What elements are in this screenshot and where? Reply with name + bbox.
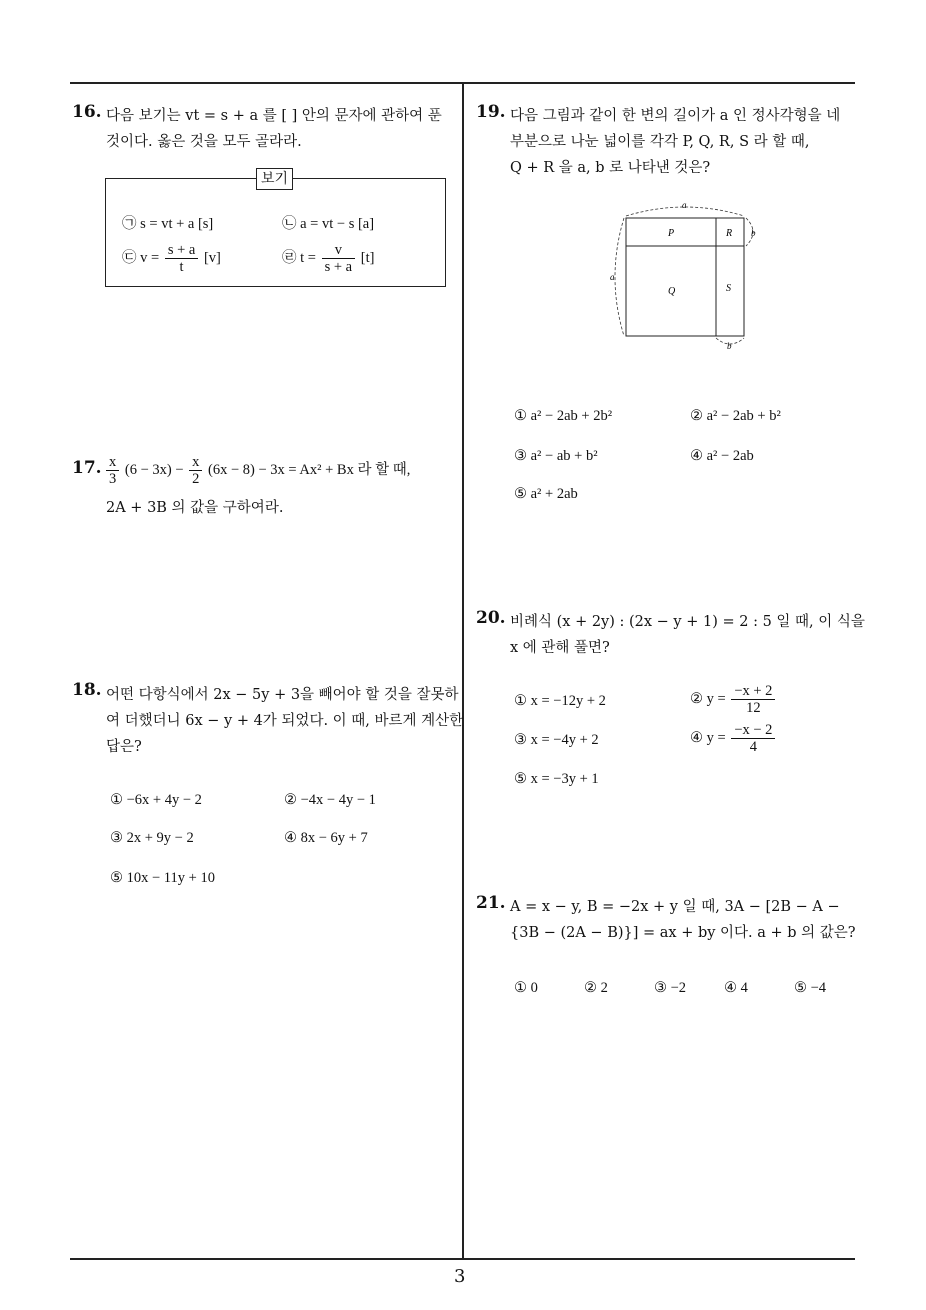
example-item-d-fraction <box>322 242 356 275</box>
question-19-option-1[interactable]: ① a² − 2ab + 2b² <box>514 408 613 424</box>
question-19-text-line1: 다음 그림과 같이 한 변의 길이가 a 인 정사각형을 네 <box>510 108 841 124</box>
fraction-numerator: −x − 2 <box>731 722 775 739</box>
label-P: P <box>668 228 675 239</box>
label-b-right: b <box>751 228 756 238</box>
option-4-label: ④ y = <box>690 729 726 746</box>
fraction-denominator: 2 <box>192 471 200 487</box>
question-18-option-5[interactable]: ⑤ 10x − 11y + 10 <box>110 870 215 886</box>
fraction-numerator: −x + 2 <box>731 683 775 700</box>
question-20-option-4[interactable] <box>690 722 777 755</box>
question-17-expression <box>104 454 410 487</box>
label-b-bottom: b <box>727 341 732 351</box>
fraction-x-over-3 <box>106 454 119 487</box>
question-21-option-3[interactable]: ③ −2 <box>654 980 687 996</box>
label-a-top: a <box>682 200 687 210</box>
option-4-fraction <box>731 722 775 755</box>
question-17-text-line2: 2A + 3B 의 값을 구하여라. <box>106 500 284 516</box>
question-21-number: 21. <box>476 893 506 913</box>
question-20-option-3[interactable]: ③ x = −4y + 2 <box>514 732 599 748</box>
example-item-d-label: ㉣ t = <box>282 249 316 266</box>
question-20-text-line2: x 에 관해 풀면? <box>510 640 610 656</box>
example-item-c <box>122 242 221 275</box>
fraction-denominator: s + a <box>324 259 353 275</box>
option-2-label: ② y = <box>690 690 726 707</box>
question-18-option-2[interactable]: ② −4x − 4y − 1 <box>284 792 376 808</box>
option-2-fraction <box>731 683 775 716</box>
square-diagram <box>600 196 770 356</box>
question-20-option-2[interactable] <box>690 683 777 716</box>
example-item-d-tail: [t] <box>360 249 375 266</box>
question-19-option-3[interactable]: ③ a² − ab + b² <box>514 448 598 464</box>
fraction-numerator: s + a <box>165 242 199 259</box>
question-18-option-1[interactable]: ① −6x + 4y − 2 <box>110 792 202 808</box>
question-18-text-line3: 답은? <box>106 739 142 755</box>
example-item-a: ㉠ s = vt + a [s] <box>122 216 214 232</box>
question-20-number: 20. <box>476 608 506 628</box>
label-a-left: a <box>610 272 615 282</box>
label-S: S <box>726 283 731 294</box>
fraction-x-over-2 <box>189 454 202 487</box>
fraction-denominator: t <box>179 259 184 275</box>
expression-part2: (6x − 8) − 3x = Ax² + Bx 라 할 때, <box>208 461 411 478</box>
question-18-option-3[interactable]: ③ 2x + 9y − 2 <box>110 830 194 846</box>
question-16-text-line1: 다음 보기는 vt = s + a 를 [ ] 안의 문자에 관하여 푼 <box>106 108 442 124</box>
question-21-text-line1: A = x − y, B = −2x + y 일 때, 3A − [2B − A − <box>510 899 840 915</box>
question-18-text-line2: 여 더했더니 6x − y + 4가 되었다. 이 때, 바르게 계산한 <box>106 713 464 729</box>
question-20-option-1[interactable]: ① x = −12y + 2 <box>514 693 606 709</box>
question-19-option-2[interactable]: ② a² − 2ab + b² <box>690 408 781 424</box>
fraction-numerator: x <box>106 454 119 471</box>
fraction-denominator: 4 <box>749 739 757 755</box>
brace-left-a <box>615 218 624 336</box>
question-21-option-1[interactable]: ① 0 <box>514 980 538 996</box>
example-item-c-tail: [v] <box>203 249 221 266</box>
question-16-number: 16. <box>72 102 102 122</box>
fraction-numerator: v <box>322 242 356 259</box>
question-18-option-4[interactable]: ④ 8x − 6y + 7 <box>284 830 368 846</box>
label-Q: Q <box>668 286 676 297</box>
question-20-option-5[interactable]: ⑤ x = −3y + 1 <box>514 771 599 787</box>
page-number: 3 <box>454 1266 466 1287</box>
example-item-d <box>282 242 374 275</box>
example-item-c-fraction <box>165 242 199 275</box>
question-21-option-2[interactable]: ② 2 <box>584 980 608 996</box>
column-divider <box>462 82 464 1260</box>
question-16-text-line2: 것이다. 옳은 것을 모두 골라라. <box>106 134 302 150</box>
label-R: R <box>726 228 733 239</box>
question-19-option-5[interactable]: ⑤ a² + 2ab <box>514 486 578 502</box>
example-item-c-label: ㉢ v = <box>122 249 160 266</box>
question-21-text-line2: {3B − (2A − B)}] = ax + by 이다. a + b 의 값은? <box>510 925 856 941</box>
expression-part1: (6 − 3x) − <box>124 461 184 478</box>
question-19-text-line3: Q + R 을 a, b 로 나타낸 것은? <box>510 160 711 176</box>
question-18-number: 18. <box>72 680 102 700</box>
question-17-number: 17. <box>72 458 102 478</box>
fraction-denominator: 3 <box>109 471 117 487</box>
bottom-rule <box>70 1258 855 1260</box>
question-21-option-4[interactable]: ④ 4 <box>724 980 748 996</box>
fraction-numerator: x <box>189 454 202 471</box>
example-item-b: ㉡ a = vt − s [a] <box>282 216 375 232</box>
question-20-text-line1: 비례식 (x + 2y) : (2x − y + 1) = 2 : 5 일 때, 이 식을 <box>510 614 865 630</box>
question-19-option-4[interactable]: ④ a² − 2ab <box>690 448 754 464</box>
fraction-denominator: 12 <box>746 700 761 716</box>
question-19-text-line2: 부분으로 나눈 넓이를 각각 P, Q, R, S 라 할 때, <box>510 134 810 150</box>
question-21-option-5[interactable]: ⑤ −4 <box>794 980 827 996</box>
question-19-number: 19. <box>476 102 506 122</box>
question-18-text-line1: 어떤 다항식에서 2x − 5y + 3을 빼어야 할 것을 잘못하 <box>106 687 459 703</box>
example-box-title: 보기 <box>256 168 293 190</box>
